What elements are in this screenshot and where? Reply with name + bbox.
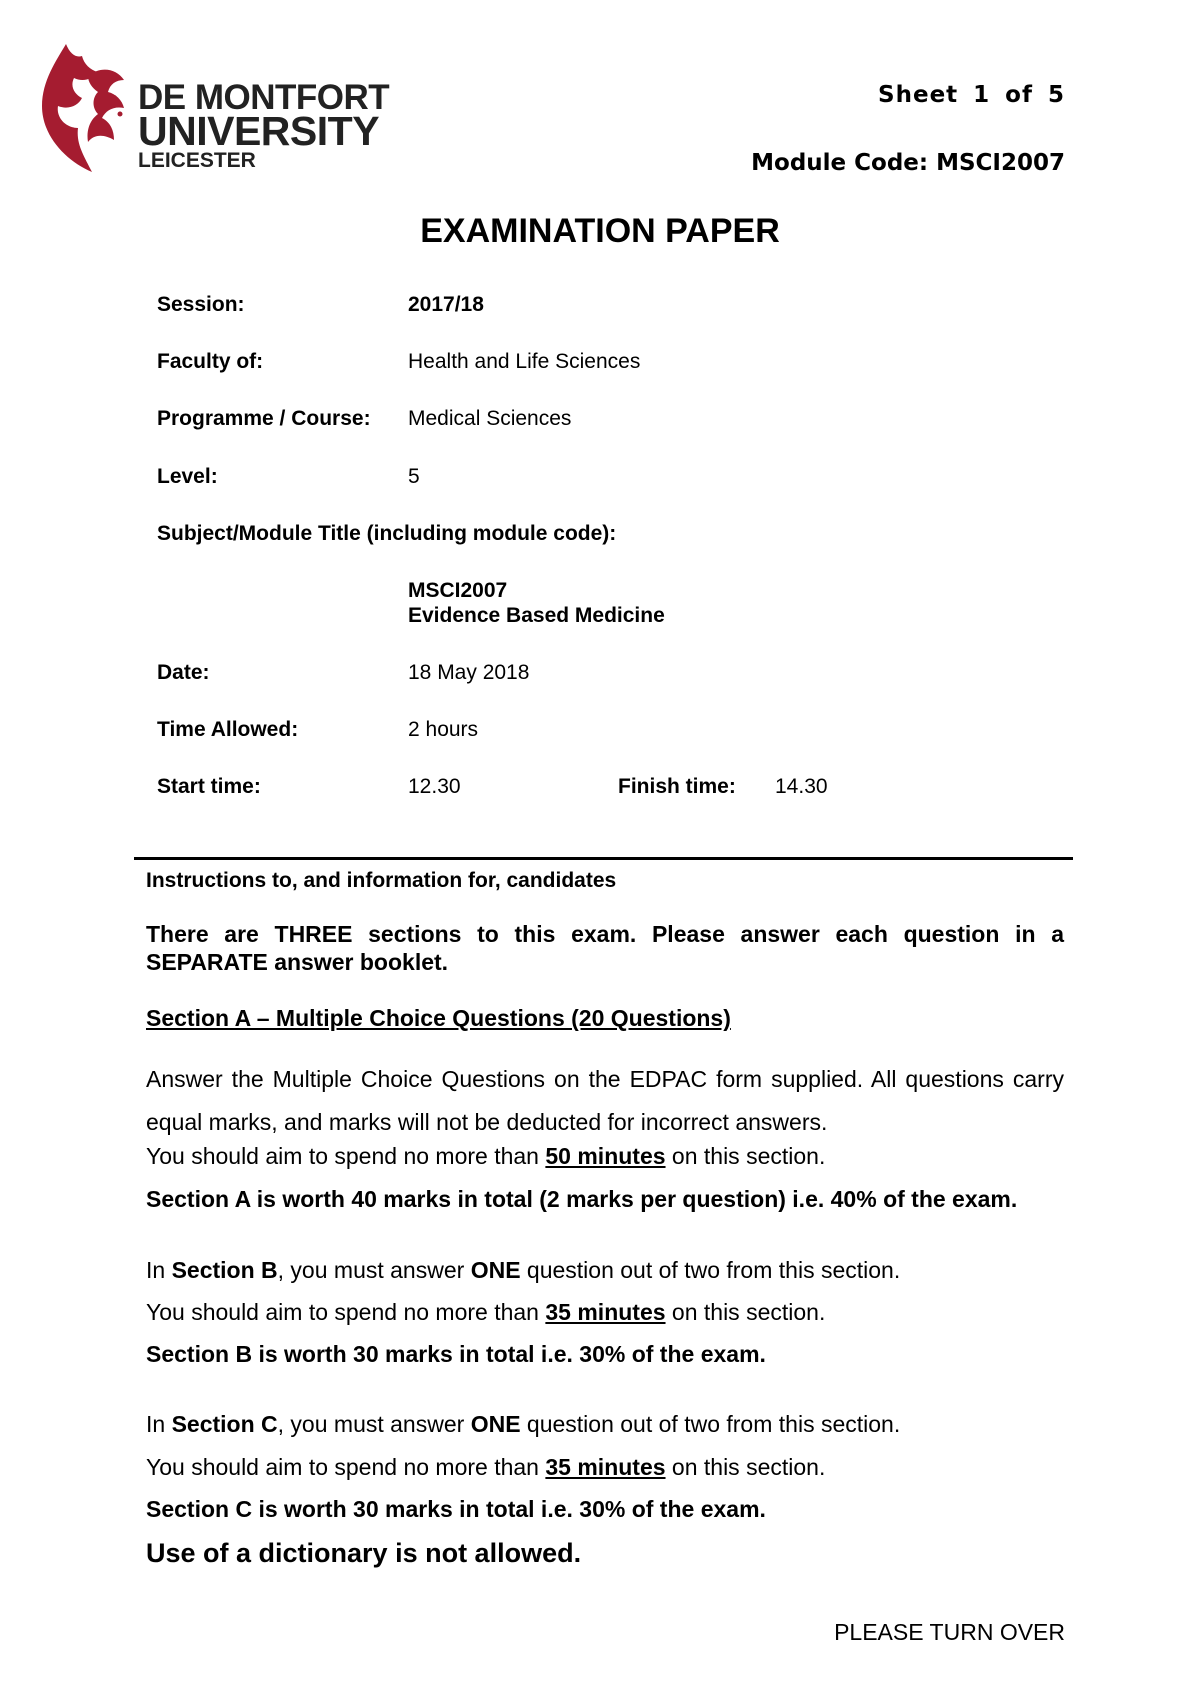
subject-title: Evidence Based Medicine <box>408 604 665 627</box>
section-b-time-post: on this section. <box>665 1299 826 1325</box>
section-b-one: ONE <box>470 1257 521 1283</box>
level-label: Level: <box>157 465 218 488</box>
start-time-value: 12.30 <box>408 775 461 798</box>
section-c-time-pre: You should aim to spend no more than <box>146 1454 546 1480</box>
section-b-time-pre: You should aim to spend no more than <box>146 1299 546 1325</box>
section-c-in: In <box>146 1411 172 1437</box>
time-allowed-label: Time Allowed: <box>157 718 299 741</box>
section-b-worth: Section B is worth 30 marks in total i.e. 30% of the exam. <box>146 1341 766 1367</box>
subject-label: Subject/Module Title (including module code): <box>157 522 617 545</box>
section-b-description <box>146 1257 1064 1284</box>
time-allowed-value: 2 hours <box>408 718 479 741</box>
section-b-time-value: 35 minutes <box>545 1299 666 1325</box>
level-value: 5 <box>408 465 420 488</box>
finish-time-value: 14.30 <box>775 775 828 798</box>
intro-text-3: answer booklet. <box>267 949 449 975</box>
subject-code: MSCI2007 <box>408 579 508 602</box>
intro-emphasis-three: THREE <box>274 921 353 947</box>
section-c-one: ONE <box>470 1411 521 1437</box>
section-a-heading: Section A – Multiple Choice Questions (20 Questions) <box>146 1005 731 1031</box>
university-logo <box>36 36 396 176</box>
section-c-name: Section C <box>171 1411 278 1437</box>
section-c-worth: Section C is worth 30 marks in total i.e. 30% of the exam. <box>146 1496 766 1522</box>
instructions-heading: Instructions to, and information for, candidates <box>146 869 617 892</box>
section-c-end: question out of two from this section. <box>520 1411 901 1437</box>
please-turn-over: PLEASE TURN OVER <box>834 1619 1065 1645</box>
faculty-value: Health and Life Sciences <box>408 350 641 373</box>
intro-emphasis-separate: SEPARATE <box>146 949 268 975</box>
section-b-in: In <box>146 1257 172 1283</box>
date-label: Date: <box>157 661 210 684</box>
section-a-time-value: 50 minutes <box>545 1143 666 1169</box>
instructions-intro <box>146 920 1064 976</box>
logo-wordmark <box>138 80 389 171</box>
intro-text-1: There are <box>146 921 275 947</box>
lion-crest-icon <box>36 36 136 176</box>
section-b-end: question out of two from this section. <box>520 1257 901 1283</box>
logo-line-1: DE MONTFORT <box>138 78 390 117</box>
section-c-time-post: on this section. <box>665 1454 826 1480</box>
programme-label: Programme / Course: <box>157 407 371 430</box>
section-a-time-pre: You should aim to spend no more than <box>146 1143 546 1169</box>
date-value: 18 May 2018 <box>408 661 530 684</box>
section-a-time <box>146 1143 1064 1170</box>
session-label: Session: <box>157 293 245 316</box>
module-code: Module Code: MSCI2007 <box>751 150 1065 176</box>
logo-line-3: LEICESTER <box>138 149 256 172</box>
section-c-time <box>146 1454 1064 1481</box>
start-time-label: Start time: <box>157 775 261 798</box>
intro-text-2: sections to this exam. Please answer each question in a <box>352 921 1064 947</box>
section-a-time-post: on this section. <box>665 1143 826 1169</box>
divider <box>134 857 1073 860</box>
section-b-mid: , you must answer <box>277 1257 471 1283</box>
dictionary-notice: Use of a dictionary is not allowed. <box>146 1538 582 1568</box>
session-value: 2017/18 <box>408 293 484 316</box>
faculty-label: Faculty of: <box>157 350 264 373</box>
programme-value: Medical Sciences <box>408 407 572 430</box>
section-b-name: Section B <box>171 1257 278 1283</box>
logo-line-2: UNIVERSITY <box>138 108 380 154</box>
section-c-mid: , you must answer <box>277 1411 471 1437</box>
section-c-time-value: 35 minutes <box>545 1454 666 1480</box>
section-b-time <box>146 1299 1064 1326</box>
section-a-worth: Section A is worth 40 marks in total (2 marks per question) i.e. 40% of the exam. <box>146 1186 1018 1212</box>
section-c-description <box>146 1411 1064 1438</box>
sheet-number: Sheet 1 of 5 <box>878 82 1065 108</box>
finish-time-label: Finish time: <box>618 775 736 798</box>
section-a-description: Answer the Multiple Choice Questions on the EDPAC form supplied. All questions carry equal marks, and marks will not be deducted for incorrect answers. <box>146 1066 1064 1135</box>
page-title: EXAMINATION PAPER <box>420 212 780 250</box>
